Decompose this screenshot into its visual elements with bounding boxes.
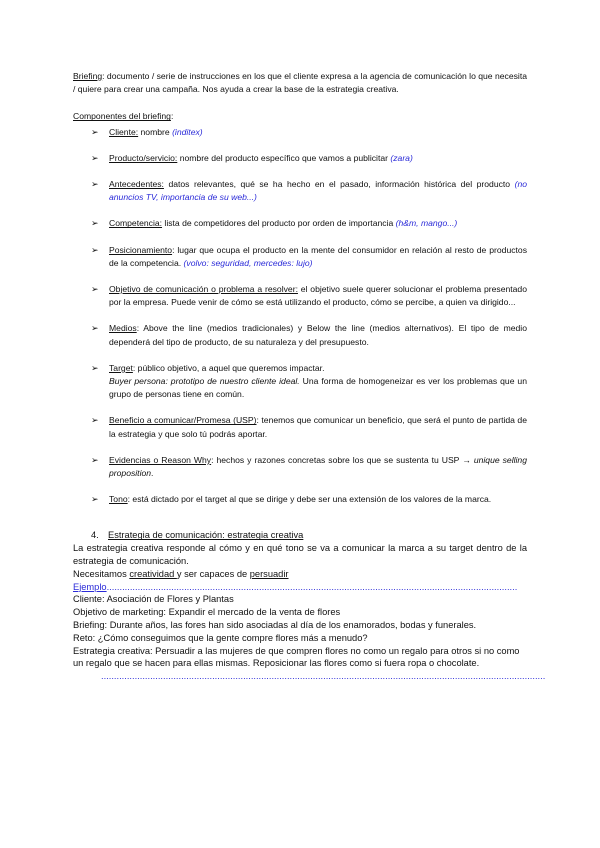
- item-example: (volvo: seguridad, mercedes: lujo): [183, 257, 313, 268]
- need-middle: y ser capaces de: [176, 568, 250, 579]
- item-example: (zara): [390, 152, 413, 163]
- arrow-bullet-icon: ➢: [91, 179, 99, 190]
- need-prefix: Necesitamos: [73, 568, 130, 579]
- item-term: Objetivo de comunicación o problema a resolver:: [109, 284, 298, 295]
- example-line-objetivo: Objetivo de marketing: Expandir el mercado de la venta de flores: [73, 607, 341, 618]
- briefing-term: Briefing: [73, 71, 103, 81]
- section-4-heading: [73, 529, 527, 542]
- item-text: : público objetivo, a aquel que queremos impactar.: [132, 362, 325, 373]
- componentes-heading: [73, 110, 527, 123]
- arrow-bullet-icon: ➢: [91, 244, 99, 255]
- usp-tail: .: [151, 468, 154, 479]
- list-item-tono: [73, 493, 527, 506]
- item-text: : Above the line (medios tradicionales) y Below the line (medios alternativos). El tipo de medio dependerá del tipo de producto, de su naturaleza y del presupuesto.: [109, 323, 527, 347]
- item-text: nombre: [138, 126, 173, 137]
- componentes-list: [73, 126, 527, 507]
- arrow-bullet-icon: ➢: [91, 152, 99, 163]
- item-term: Beneficio a comunicar/Promesa (USP): [109, 415, 257, 426]
- example-line-estrategia: Estrategia creativa: Persuadir a las mujeres de que compren flores no como un regalo para otros si no como un regalo que se hacen para ellas mismas. Reposicionar las flores como si fuera ropa o chocolate.: [73, 645, 520, 669]
- usp-italic: unique selling proposition: [109, 454, 527, 479]
- componentes-title: Componentes del briefing: [73, 111, 171, 122]
- item-text: lista de competidores del producto por orden de importancia: [162, 218, 396, 229]
- section-number: 4.: [91, 530, 99, 541]
- componentes-title-suffix: :: [170, 111, 174, 122]
- item-term: Medios: [109, 323, 137, 334]
- arrow-bullet-icon: ➢: [91, 362, 99, 373]
- item-text: nombre del producto específico que vamos a publicitar: [177, 152, 391, 163]
- need-persuadir: persuadir: [249, 568, 289, 579]
- item-text: : está dictado por el target al que se dirige y debe ser una extensión de los valores de la marca.: [127, 494, 492, 505]
- list-item-target: [73, 362, 527, 402]
- list-item-medios: [73, 322, 527, 348]
- list-item-beneficio: [73, 414, 527, 440]
- section-4: [73, 529, 546, 683]
- item-text: : hechos y razones concretas sobre los que se sustenta tu USP →: [211, 454, 474, 465]
- item-term: Posicionamiento: [109, 244, 173, 255]
- item-term: Competencia:: [109, 218, 163, 229]
- example-link[interactable]: Ejemplo: [73, 581, 107, 592]
- item-text: el objetivo suele querer solucionar el problema presentado por la empresa. Puede venir de cómo se está utilizando el producto, cómo se percibe, a quien va dirigido...: [109, 284, 527, 308]
- arrow-bullet-icon: ➢: [91, 454, 99, 465]
- bottom-dots: ............................................................................................................................................................................: [101, 671, 546, 682]
- example-heading: [73, 581, 518, 594]
- list-item-antecedentes: [73, 178, 527, 204]
- arrow-bullet-icon: ➢: [91, 494, 99, 505]
- item-example: (h&m, mango...): [395, 218, 458, 229]
- need-creatividad: creatividad: [129, 568, 177, 579]
- list-item-evidencias: [73, 454, 527, 480]
- item-term: Cliente:: [109, 126, 139, 137]
- item-text: datos relevantes, qué se ha hecho en el pasado, información histórica del producto: [163, 179, 515, 190]
- arrow-bullet-icon: ➢: [91, 218, 99, 229]
- section-title: Estrategia de comunicación: estrategia creativa: [108, 530, 304, 541]
- arrow-bullet-icon: ➢: [91, 415, 99, 426]
- section-paragraph: La estrategia creativa responde al cómo y en qué tono se va a comunicar la marca a su target dentro de la estrategia de comunicación.: [73, 543, 527, 567]
- item-example: (no anuncios TV, importancia de su web...): [109, 179, 527, 203]
- arrow-bullet-icon: ➢: [91, 323, 99, 334]
- list-item-competencia: [73, 217, 527, 230]
- item-text: : tenemos que comunicar un beneficio, que será el punto de partida de la estrategia y que solo tú podrás aportar.: [109, 415, 527, 439]
- item-term: Tono: [109, 494, 128, 505]
- list-item-cliente: [73, 126, 527, 139]
- item-text: : lugar que ocupa el producto en la mente del consumidor en relación al resto de productos de la competencia.: [109, 244, 527, 268]
- item-term: Antecedentes:: [109, 179, 164, 190]
- buyer-persona-italic: Buyer persona: prototipo de nuestro cliente ideal.: [109, 376, 300, 387]
- list-item-posicionamiento: [73, 244, 527, 270]
- item-term: Producto/servicio:: [109, 152, 178, 163]
- need-line: [73, 568, 527, 581]
- example-dots: ...............................................................................................................................................................: [106, 581, 518, 592]
- item-term: Target: [109, 362, 133, 373]
- list-item-objetivo: [73, 283, 527, 309]
- example-line-cliente: Cliente: Asociación de Flores y Plantas: [73, 594, 234, 605]
- buyer-persona-text: Una forma de homogeneizar es ver los problemas que un grupo de personas tiene en común.: [109, 376, 527, 400]
- briefing-definition: : documento / serie de instrucciones en los que el cliente expresa a la agencia de comunicación lo que necesita / quiere para crear una campaña. Nos ayuda a crear la base de la estrategia creativa.: [73, 71, 527, 95]
- arrow-bullet-icon: ➢: [91, 126, 99, 137]
- item-term: Evidencias o Reason Why: [109, 454, 212, 465]
- example-line-briefing: Briefing: Durante años, las fores han sido asociadas al día de los enamorados, bodas y funerales.: [73, 620, 477, 631]
- briefing-paragraph: [73, 70, 527, 96]
- list-item-producto: [73, 152, 527, 165]
- arrow-bullet-icon: ➢: [91, 284, 99, 295]
- document-page: [73, 70, 546, 683]
- item-example: (inditex): [172, 126, 203, 137]
- example-line-reto: Reto: ¿Cómo conseguimos que la gente compre flores más a menudo?: [73, 632, 368, 643]
